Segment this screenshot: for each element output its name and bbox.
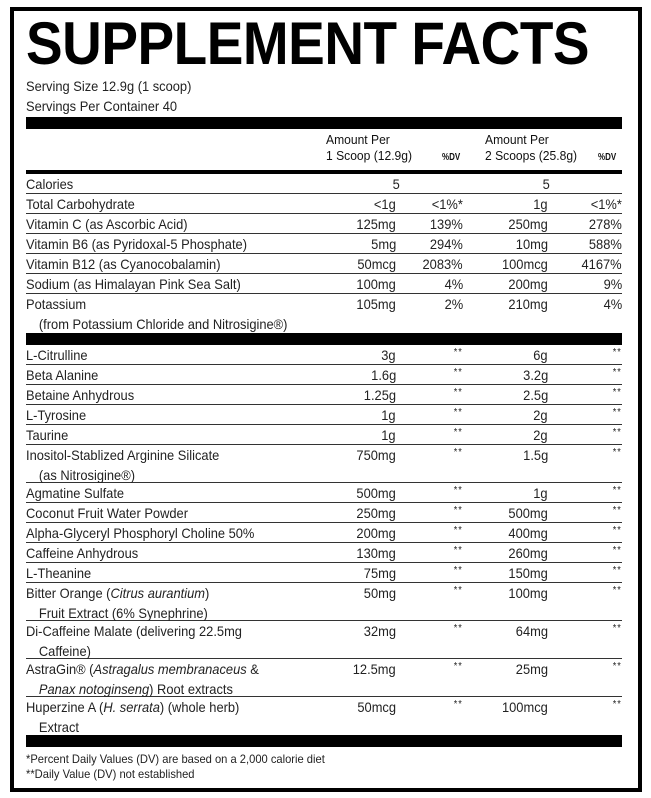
dv-2-scoops: 9% — [603, 276, 622, 292]
col1-header-line2: 1 Scoop (12.9g) — [326, 148, 413, 163]
nutrient-name: Sodium (as Himalayan Pink Sea Salt) — [26, 276, 241, 292]
amount-2-scoops: 3.2g — [522, 367, 548, 383]
ingredient-name-sub: Fruit Extract (6% Synephrine) — [38, 605, 208, 621]
dv-1-scoop: 139% — [430, 216, 463, 232]
column-header — [26, 129, 626, 170]
ingredient-row — [26, 503, 622, 523]
amount-1-scoop: 1.6g — [370, 367, 396, 383]
ingredient-name-main: Coconut Fruit Water Powder — [26, 505, 189, 521]
amount-1-scoop: 1g — [381, 427, 396, 443]
ingredient-name-sub: Caffeine) — [38, 643, 91, 659]
ingredient-name — [26, 503, 302, 523]
ingredient-name — [26, 583, 302, 623]
dv-1-scoop: ** — [453, 565, 463, 576]
amount-1-scoop: 5 — [392, 176, 400, 192]
ingredient-name-main: Inositol-Stablized Arginine Silicate — [26, 447, 220, 463]
amount-2-scoops: 210mg — [508, 296, 548, 312]
dv-1-scoop: <1%* — [431, 196, 463, 212]
amount-2-scoops: 6g — [533, 347, 548, 363]
dv-2-scoops: ** — [612, 407, 622, 418]
nutrient-row — [26, 294, 622, 332]
dv-2-scoops: ** — [612, 387, 622, 398]
nutrient-row — [26, 274, 622, 294]
amount-1-scoop: 50mcg — [357, 256, 396, 272]
dv-2-scoops: <1%* — [590, 196, 622, 212]
amount-1-scoop: 250mg — [356, 505, 396, 521]
serving-size: Serving Size 12.9g (1 scoop) — [26, 78, 192, 94]
amount-1-scoop: <1g — [374, 196, 396, 212]
nutrient-name-main: Potassium — [26, 296, 87, 312]
amount-1-scoop: 100mg — [356, 276, 396, 292]
ingredient-row — [26, 385, 622, 405]
amount-2-scoops: 200mg — [508, 276, 548, 292]
dv-1-scoop: ** — [453, 699, 463, 710]
amount-1-scoop: 105mg — [356, 296, 396, 312]
amount-1-scoop: 5mg — [370, 236, 396, 252]
amount-2-scoops: 100mcg — [502, 699, 548, 715]
dv-2-scoops: ** — [612, 565, 622, 576]
ingredient-name-sub: Panax notoginseng) Root extracts — [38, 681, 233, 697]
ingredient-row — [26, 405, 622, 425]
amount-1-scoop: 50mcg — [357, 699, 396, 715]
ingredient-row — [26, 523, 622, 543]
ingredient-name — [26, 523, 302, 543]
amount-1-scoop: 75mg — [363, 565, 396, 581]
nutrient-row — [26, 214, 622, 234]
amount-2-scoops: 2g — [533, 427, 548, 443]
dv-2-scoops: 4% — [603, 296, 622, 312]
col1-dv-header: %DV — [442, 152, 461, 163]
dv-2-scoops: ** — [612, 347, 622, 358]
ingredient-name — [26, 445, 302, 485]
ingredient-name — [26, 543, 302, 563]
nutrient-name: Total Carbohydrate — [26, 196, 135, 212]
ingredient-name — [26, 425, 302, 445]
dv-1-scoop: ** — [453, 485, 463, 496]
ingredient-name-main: L-Citrulline — [26, 347, 88, 363]
dv-1-scoop: ** — [453, 367, 463, 378]
dv-2-scoops: ** — [612, 525, 622, 536]
dv-2-scoops: ** — [612, 447, 622, 458]
col1-header-line1: Amount Per — [326, 132, 390, 147]
ingredient-name-main: Betaine Anhydrous — [26, 387, 135, 403]
amount-2-scoops: 64mg — [515, 623, 548, 639]
dv-2-scoops: ** — [612, 485, 622, 496]
ingredient-name-main: Alpha-Glyceryl Phosphoryl Choline 50% — [26, 525, 255, 541]
nutrient-row-calories — [26, 174, 622, 194]
col2-header-line2: 2 Scoops (25.8g) — [485, 148, 578, 163]
ingredient-name-main: Taurine — [26, 427, 69, 443]
ingredient-name-main: L-Tyrosine — [26, 407, 87, 423]
ingredient-row — [26, 445, 622, 483]
ingredient-name — [26, 345, 302, 365]
dv-1-scoop: ** — [453, 427, 463, 438]
dv-2-scoops: ** — [612, 367, 622, 378]
ingredient-name-main: Caffeine Anhydrous — [26, 545, 139, 561]
ingredient-name-main: Bitter Orange (Citrus aurantium) — [26, 585, 210, 601]
dv-2-scoops: ** — [612, 585, 622, 596]
dv-1-scoop: ** — [453, 505, 463, 516]
ingredient-name-main: AstraGin® (Astragalus membranaceus & — [26, 661, 259, 677]
ingredient-row — [26, 621, 622, 659]
ingredient-name — [26, 563, 302, 583]
panel-content — [26, 11, 626, 782]
amount-1-scoop: 130mg — [356, 545, 396, 561]
col2-dv-header: %DV — [598, 152, 617, 163]
nutrient-name: Calories — [26, 176, 74, 192]
amount-2-scoops: 2g — [533, 407, 548, 423]
ingredient-name — [26, 483, 302, 503]
dv-1-scoop: ** — [453, 661, 463, 672]
amount-2-scoops: 260mg — [508, 545, 548, 561]
dv-2-scoops: ** — [612, 661, 622, 672]
ingredient-name-sub: Extract — [38, 719, 79, 735]
amount-2-scoops: 25mg — [515, 661, 548, 677]
amount-1-scoop: 125mg — [356, 216, 396, 232]
amount-2-scoops: 400mg — [508, 525, 548, 541]
footnotes — [26, 752, 626, 782]
dv-2-scoops: 278% — [589, 216, 622, 232]
amount-2-scoops: 250mg — [508, 216, 548, 232]
dv-1-scoop: 2% — [444, 296, 463, 312]
dv-2-scoops: 4167% — [581, 256, 622, 272]
dv-2-scoops: ** — [612, 623, 622, 634]
ingredient-row — [26, 583, 622, 621]
dv-1-scoop: ** — [453, 387, 463, 398]
ingredient-name-main: Di-Caffeine Malate (delivering 22.5mg — [26, 623, 242, 639]
ingredient-row — [26, 563, 622, 583]
dv-1-scoop: ** — [453, 545, 463, 556]
amount-1-scoop: 3g — [381, 347, 396, 363]
dv-1-scoop: ** — [453, 585, 463, 596]
ingredient-name — [26, 385, 302, 405]
ingredient-row — [26, 365, 622, 385]
amount-2-scoops: 5 — [542, 176, 550, 192]
ingredient-row — [26, 425, 622, 445]
ingredient-name-main: Agmatine Sulfate — [26, 485, 125, 501]
dv-1-scoop: ** — [453, 447, 463, 458]
ingredient-name — [26, 365, 302, 385]
dv-2-scoops: 588% — [589, 236, 622, 252]
dv-1-scoop: ** — [453, 347, 463, 358]
ingredient-name — [26, 659, 302, 699]
amount-2-scoops: 100mcg — [502, 256, 548, 272]
ingredient-row — [26, 659, 622, 697]
nutrient-name-sub: (from Potassium Chloride and Nitrosigine®) — [38, 316, 288, 332]
nutrient-name: Vitamin C (as Ascorbic Acid) — [26, 216, 188, 232]
ingredient-name — [26, 621, 302, 661]
ingredient-name-main: Huperzine A (H. serrata) (whole herb) — [26, 699, 240, 715]
dv-2-scoops: ** — [612, 545, 622, 556]
dv-1-scoop: ** — [453, 525, 463, 536]
amount-1-scoop: 500mg — [356, 485, 396, 501]
nutrient-name — [26, 294, 302, 334]
amount-2-scoops: 2.5g — [522, 387, 548, 403]
ingredient-row — [26, 697, 622, 735]
nutrient-row — [26, 194, 622, 214]
ingredient-name — [26, 697, 302, 737]
nutrient-name: Vitamin B6 (as Pyridoxal-5 Phosphate) — [26, 236, 247, 252]
ingredient-name — [26, 405, 302, 425]
nutrient-row — [26, 234, 622, 254]
nutrient-row — [26, 254, 622, 274]
footnote-dv-basis: *Percent Daily Values (DV) are based on a 2,000 calorie diet — [26, 752, 325, 766]
col2-header-line1: Amount Per — [485, 132, 549, 147]
ingredient-name-sub: (as Nitrosigine®) — [38, 467, 135, 483]
dv-2-scoops: ** — [612, 505, 622, 516]
panel-title: SUPPLEMENT FACTS — [26, 10, 590, 77]
amount-2-scoops: 1.5g — [522, 447, 548, 463]
mid-divider-bar — [26, 333, 622, 345]
amount-2-scoops: 500mg — [508, 505, 548, 521]
ingredient-name-main: L-Theanine — [26, 565, 92, 581]
amount-2-scoops: 10mg — [515, 236, 548, 252]
dv-2-scoops: ** — [612, 699, 622, 710]
supplement-facts-panel — [10, 7, 642, 792]
ingredient-row — [26, 483, 622, 503]
servings-per-container: Servings Per Container 40 — [26, 98, 178, 114]
top-divider-bar — [26, 117, 622, 129]
amount-1-scoop: 12.5mg — [353, 661, 396, 677]
dv-1-scoop: ** — [453, 407, 463, 418]
dv-2-scoops: ** — [612, 427, 622, 438]
amount-2-scoops: 150mg — [508, 565, 548, 581]
amount-2-scoops: 100mg — [508, 585, 548, 601]
amount-1-scoop: 200mg — [356, 525, 396, 541]
amount-1-scoop: 1g — [381, 407, 396, 423]
dv-1-scoop: ** — [453, 623, 463, 634]
ingredient-row — [26, 345, 622, 365]
amount-1-scoop: 32mg — [363, 623, 396, 639]
amount-2-scoops: 1g — [533, 196, 548, 212]
dv-1-scoop: 294% — [430, 236, 463, 252]
dv-1-scoop: 4% — [444, 276, 463, 292]
dv-1-scoop: 2083% — [422, 256, 463, 272]
footnote-dv-not-established: **Daily Value (DV) not established — [26, 767, 195, 781]
ingredient-name-main: Beta Alanine — [26, 367, 99, 383]
amount-1-scoop: 50mg — [363, 585, 396, 601]
amount-1-scoop: 1.25g — [363, 387, 396, 403]
nutrient-name: Vitamin B12 (as Cyanocobalamin) — [26, 256, 221, 272]
ingredient-row — [26, 543, 622, 563]
ingredient-list — [26, 345, 626, 735]
amount-2-scoops: 1g — [533, 485, 548, 501]
amount-1-scoop: 750mg — [356, 447, 396, 463]
